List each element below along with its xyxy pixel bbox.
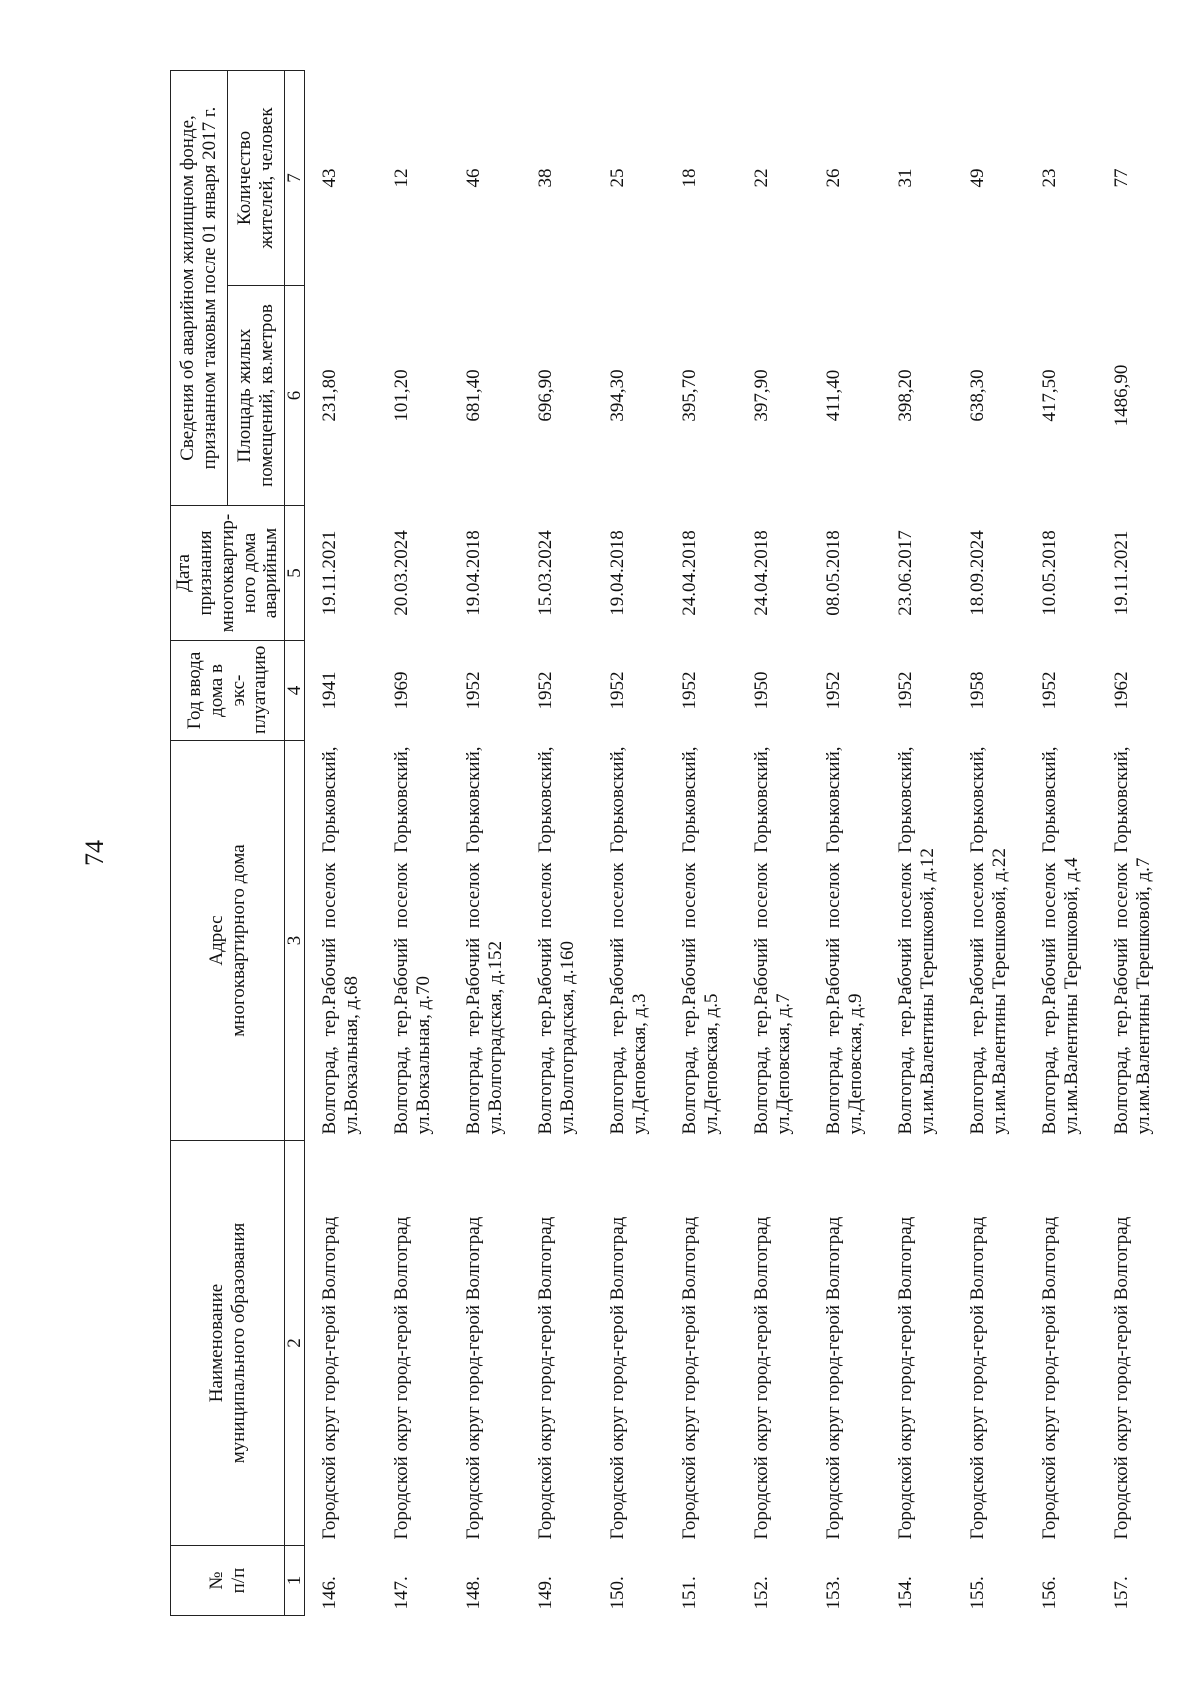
house-address: Волгоград, тер.Рабочий поселок Горьковский, ул.им.Валентины Терешковой, д.7	[1111, 746, 1155, 1135]
living-area: 1486,90	[1111, 364, 1133, 427]
residents-count: 26	[823, 168, 845, 188]
header-address: Адрес многоквартирного дома	[171, 741, 285, 1141]
emergency-date: 19.11.2021	[319, 530, 341, 616]
commission-year: 1952	[463, 671, 485, 710]
row-number: 154.	[895, 1576, 917, 1610]
house-address: Волгоград, тер.Рабочий поселок Горьковский, ул.Волгоградская, д.160	[535, 746, 579, 1135]
living-area: 394,30	[607, 369, 629, 422]
house-address: Волгоград, тер.Рабочий поселок Горьковский, ул.Деповская, д.5	[679, 746, 723, 1135]
table-row	[955, 71, 1027, 1616]
living-area: 696,90	[535, 369, 557, 422]
municipality-name: Городской округ город-герой Волгоград	[463, 1216, 485, 1540]
column-numbers-row	[285, 71, 305, 1616]
residents-count: 23	[1039, 168, 1061, 188]
living-area: 398,20	[895, 369, 917, 422]
table-row	[1027, 71, 1099, 1616]
header-residents: Количество жителей, человек	[228, 71, 285, 286]
emergency-date: 24.04.2018	[751, 530, 773, 616]
municipality-name: Городской округ город-герой Волгоград	[823, 1216, 845, 1540]
column-number: 5	[285, 506, 305, 641]
column-number: 4	[285, 641, 305, 741]
residents-count: 22	[751, 168, 773, 188]
emergency-housing-table	[170, 70, 1171, 1616]
header-group: Сведения об аварийном жилищном фонде, признанном таковым после 01 января 2017 г.	[171, 71, 228, 506]
living-area: 681,40	[463, 369, 485, 422]
column-number: 1	[285, 1546, 305, 1616]
header-row-top	[171, 71, 228, 1616]
table-row	[523, 71, 595, 1616]
living-area: 417,50	[1039, 369, 1061, 422]
commission-year: 1952	[823, 671, 845, 710]
living-area: 231,80	[319, 369, 341, 422]
table-body	[305, 71, 1172, 1616]
house-address: Волгоград, тер.Рабочий поселок Горьковский, ул.им.Валентины Терешковой, д.12	[895, 746, 939, 1135]
residents-count: 18	[679, 168, 701, 188]
row-number: 152.	[751, 1576, 773, 1610]
emergency-date: 15.03.2024	[535, 530, 557, 616]
house-address: Волгоград, тер.Рабочий поселок Горьковский, ул.Деповская, д.7	[751, 746, 795, 1135]
house-address: Волгоград, тер.Рабочий поселок Горьковский, ул.Вокзальная, д.68	[319, 746, 363, 1135]
table-row	[883, 71, 955, 1616]
house-address: Волгоград, тер.Рабочий поселок Горьковский, ул.им.Валентины Терешковой, д.22	[967, 746, 1011, 1135]
municipality-name: Городской округ город-герой Волгоград	[607, 1216, 629, 1540]
residents-count: 77	[1111, 168, 1133, 188]
commission-year: 1952	[535, 671, 557, 710]
house-address: Волгоград, тер.Рабочий поселок Горьковский, ул.Волгоградская, д.152	[463, 746, 507, 1135]
row-number: 150.	[607, 1576, 629, 1610]
municipality-name: Городской округ город-герой Волгоград	[391, 1216, 413, 1540]
living-area: 411,40	[823, 369, 845, 422]
commission-year: 1958	[967, 671, 989, 710]
commission-year: 1950	[751, 671, 773, 710]
municipality-name: Городской округ город-герой Волгоград	[751, 1216, 773, 1540]
living-area: 395,70	[679, 369, 701, 422]
commission-year: 1952	[895, 671, 917, 710]
row-number: 153.	[823, 1576, 845, 1610]
header-num: № п/п	[171, 1546, 285, 1616]
table-row	[305, 71, 380, 1616]
emergency-date: 08.05.2018	[823, 530, 845, 616]
row-number: 146.	[319, 1576, 341, 1610]
residents-count: 12	[391, 168, 413, 188]
residents-count: 31	[895, 168, 917, 188]
residents-count: 46	[463, 168, 485, 188]
residents-count: 25	[607, 168, 629, 188]
living-area: 101,20	[391, 369, 413, 422]
emergency-date: 18.09.2024	[967, 530, 989, 616]
living-area: 638,30	[967, 369, 989, 422]
house-address: Волгоград, тер.Рабочий поселок Горьковский, ул.Деповская, д.9	[823, 746, 867, 1135]
municipality-name: Городской округ город-герой Волгоград	[319, 1216, 341, 1540]
commission-year: 1952	[679, 671, 701, 710]
table-row	[739, 71, 811, 1616]
header-municipality: Наименование муниципального образования	[171, 1141, 285, 1546]
table-row	[379, 71, 451, 1616]
municipality-name: Городской округ город-герой Волгоград	[1111, 1216, 1133, 1540]
commission-year: 1962	[1111, 671, 1133, 710]
emergency-date: 24.04.2018	[679, 530, 701, 616]
house-address: Волгоград, тер.Рабочий поселок Горьковский, ул.Вокзальная, д.70	[391, 746, 435, 1135]
column-number: 2	[285, 1141, 305, 1546]
emergency-date: 20.03.2024	[391, 530, 413, 616]
residents-count: 43	[319, 168, 341, 188]
commission-year: 1969	[391, 671, 413, 710]
emergency-date: 19.04.2018	[463, 530, 485, 616]
residents-count: 38	[535, 168, 557, 188]
municipality-name: Городской округ город-герой Волгоград	[679, 1216, 701, 1540]
row-number: 151.	[679, 1576, 701, 1610]
table-row	[451, 71, 523, 1616]
header-date: Дата признания многоквартир- ного дома аварийным	[171, 506, 285, 641]
row-number: 148.	[463, 1576, 485, 1610]
municipality-name: Городской округ город-герой Волгоград	[535, 1216, 557, 1540]
emergency-date: 10.05.2018	[1039, 530, 1061, 616]
table-row	[1099, 71, 1171, 1616]
commission-year: 1941	[319, 671, 341, 710]
header-area: Площадь жилых помещений, кв.метров	[228, 286, 285, 506]
house-address: Волгоград, тер.Рабочий поселок Горьковский, ул.Деповская, д.3	[607, 746, 651, 1135]
emergency-date: 19.04.2018	[607, 530, 629, 616]
column-number: 3	[285, 741, 305, 1141]
table-row	[811, 71, 883, 1616]
table-row	[667, 71, 739, 1616]
row-number: 157.	[1111, 1576, 1133, 1610]
commission-year: 1952	[607, 671, 629, 710]
page-number: 74	[80, 840, 109, 866]
row-number: 147.	[391, 1576, 413, 1610]
house-address: Волгоград, тер.Рабочий поселок Горьковский, ул.им.Валентины Терешковой, д.4	[1039, 746, 1083, 1135]
residents-count: 49	[967, 168, 989, 188]
emergency-date: 19.11.2021	[1111, 530, 1133, 616]
header-year: Год ввода дома в экс- плуатацию	[171, 641, 285, 741]
table-row	[595, 71, 667, 1616]
row-number: 156.	[1039, 1576, 1061, 1610]
living-area: 397,90	[751, 369, 773, 422]
row-number: 155.	[967, 1576, 989, 1610]
municipality-name: Городской округ город-герой Волгоград	[967, 1216, 989, 1540]
municipality-name: Городской округ город-герой Волгоград	[895, 1216, 917, 1540]
row-number: 149.	[535, 1576, 557, 1610]
column-number: 6	[285, 286, 305, 506]
column-number: 7	[285, 71, 305, 286]
municipality-name: Городской округ город-герой Волгоград	[1039, 1216, 1061, 1540]
emergency-date: 23.06.2017	[895, 530, 917, 616]
commission-year: 1952	[1039, 671, 1061, 710]
